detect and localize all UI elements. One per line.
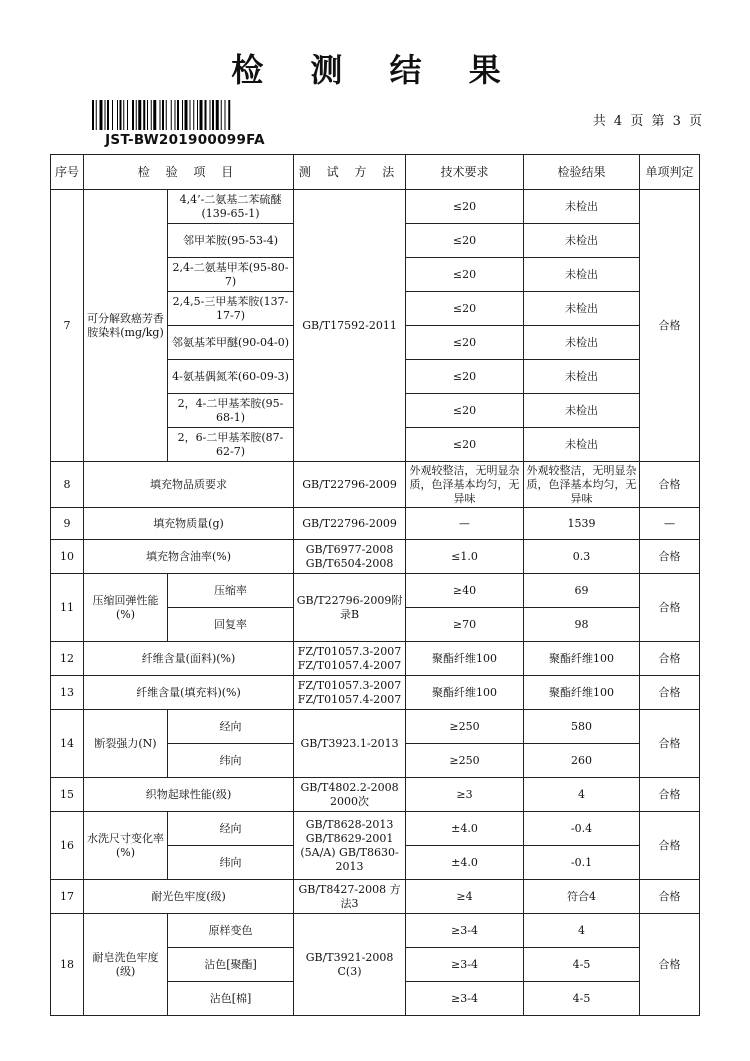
table-row [51, 812, 700, 846]
requirement: ≥250 [406, 710, 524, 744]
item-name: 耐皂洗色牢度(级) [84, 914, 168, 1016]
judgement: 合格 [640, 880, 700, 914]
judgement: 合格 [640, 642, 700, 676]
requirement: ≥40 [406, 574, 524, 608]
requirement: ≥3-4 [406, 948, 524, 982]
result: 未检出 [524, 292, 640, 326]
test-method: GB/T4802.2-2008 2000次 [294, 778, 406, 812]
judgement: 合格 [640, 190, 700, 462]
item-name: 可分解致癌芳香胺染料(mg/kg) [84, 190, 168, 462]
requirement: ≥4 [406, 880, 524, 914]
header-method: 测 试 方 法 [294, 155, 406, 190]
result: 98 [524, 608, 640, 642]
result: 未检出 [524, 224, 640, 258]
requirement: ≥3-4 [406, 982, 524, 1016]
requirement: ≥70 [406, 608, 524, 642]
item-name: 断裂强力(N) [84, 710, 168, 778]
header-requirement: 技术要求 [406, 155, 524, 190]
item-name: 纤维含量(面料)(%) [84, 642, 294, 676]
result: 580 [524, 710, 640, 744]
result: 未检出 [524, 190, 640, 224]
item-no: 15 [51, 778, 84, 812]
header-no: 序号 [51, 155, 84, 190]
sub-item: 压缩率 [168, 574, 294, 608]
item-name: 织物起球性能(级) [84, 778, 294, 812]
header-result: 检验结果 [524, 155, 640, 190]
result: 260 [524, 744, 640, 778]
table-row [51, 778, 700, 812]
item-name: 纤维含量(填充料)(%) [84, 676, 294, 710]
sub-item: 回复率 [168, 608, 294, 642]
test-method: GB/T22796-2009 [294, 508, 406, 540]
table-row [51, 462, 700, 508]
requirement: ≤20 [406, 326, 524, 360]
result: 4 [524, 778, 640, 812]
result: 外观较整洁，无明显杂质，色泽基本均匀，无异味 [524, 462, 640, 508]
sub-item: 纬向 [168, 846, 294, 880]
test-method: GB/T3923.1-2013 [294, 710, 406, 778]
sub-item: 4,4’-二氨基二苯硫醚(139-65-1) [168, 190, 294, 224]
item-no: 18 [51, 914, 84, 1016]
test-method: GB/T3921-2008 C(3) [294, 914, 406, 1016]
requirement: ≤20 [406, 190, 524, 224]
sub-item: 2,4,5-三甲基苯胺(137-17-7) [168, 292, 294, 326]
requirement: ≤20 [406, 360, 524, 394]
test-method: GB/T8427-2008 方法3 [294, 880, 406, 914]
item-no: 13 [51, 676, 84, 710]
test-method: GB/T22796-2009附录B [294, 574, 406, 642]
item-no: 8 [51, 462, 84, 508]
result: 0.3 [524, 540, 640, 574]
item-name: 耐光色牢度(级) [84, 880, 294, 914]
page-counter: 共 4 页 第 3 页 [592, 114, 702, 129]
sub-item: 邻氨基苯甲醚(90-04-0) [168, 326, 294, 360]
item-name: 填充物品质要求 [84, 462, 294, 508]
test-method: GB/T8628-2013 GB/T8629-2001 (5A/A) GB/T8630-2013 [294, 812, 406, 880]
item-no: 9 [51, 508, 84, 540]
requirement: ≥3 [406, 778, 524, 812]
requirement: ≤20 [406, 292, 524, 326]
result: 1539 [524, 508, 640, 540]
result: 69 [524, 574, 640, 608]
test-method: GB/T17592-2011 [294, 190, 406, 462]
judgement: 合格 [640, 676, 700, 710]
requirement: ≤20 [406, 258, 524, 292]
sub-item: 原样变色 [168, 914, 294, 948]
header-item: 检 验 项 目 [84, 155, 294, 190]
requirement: 外观较整洁，无明显杂质，色泽基本均匀，无异味 [406, 462, 524, 508]
judgement: 合格 [640, 778, 700, 812]
sub-item: 沾色[聚酯] [168, 948, 294, 982]
judgement: 合格 [640, 710, 700, 778]
sub-item: 2，6-二甲基苯胺(87-62-7) [168, 428, 294, 462]
test-method: FZ/T01057.3-2007 FZ/T01057.4-2007 [294, 642, 406, 676]
item-no: 12 [51, 642, 84, 676]
result: 未检出 [524, 394, 640, 428]
sub-item: 经向 [168, 812, 294, 846]
table-row [51, 710, 700, 744]
item-no: 14 [51, 710, 84, 778]
barcode-icon [92, 100, 278, 130]
result: 未检出 [524, 360, 640, 394]
judgement: 合格 [640, 914, 700, 1016]
table-row [51, 642, 700, 676]
requirement: ≤1.0 [406, 540, 524, 574]
item-no: 16 [51, 812, 84, 880]
sub-item: 沾色[棉] [168, 982, 294, 1016]
item-no: 7 [51, 190, 84, 462]
requirement: ≤20 [406, 394, 524, 428]
table-row [51, 914, 700, 948]
sub-item: 4-氨基偶氮苯(60-09-3) [168, 360, 294, 394]
judgement: 合格 [640, 812, 700, 880]
table-row [51, 574, 700, 608]
table-header-row [51, 155, 700, 190]
requirement: ≥250 [406, 744, 524, 778]
requirement: ≤20 [406, 224, 524, 258]
result: 4-5 [524, 948, 640, 982]
results-table [50, 154, 700, 1016]
sub-item: 邻甲苯胺(95-53-4) [168, 224, 294, 258]
sub-item: 经向 [168, 710, 294, 744]
barcode-number: JST-BW201900099FA [105, 132, 265, 148]
judgement: 合格 [640, 540, 700, 574]
page-title: 检 测 结 果 [231, 51, 519, 89]
judgement: — [640, 508, 700, 540]
sub-item: 纬向 [168, 744, 294, 778]
test-method: GB/T6977-2008 GB/T6504-2008 [294, 540, 406, 574]
sub-item: 2，4-二甲基苯胺(95-68-1) [168, 394, 294, 428]
result: 未检出 [524, 258, 640, 292]
table-row [51, 880, 700, 914]
item-no: 10 [51, 540, 84, 574]
result: 4-5 [524, 982, 640, 1016]
table-row [51, 676, 700, 710]
item-name: 水洗尺寸变化率(%) [84, 812, 168, 880]
requirement: ≤20 [406, 428, 524, 462]
item-name: 填充物质量(g) [84, 508, 294, 540]
result: -0.1 [524, 846, 640, 880]
requirement: — [406, 508, 524, 540]
result: 符合4 [524, 880, 640, 914]
header-judgement: 单项判定 [640, 155, 700, 190]
judgement: 合格 [640, 574, 700, 642]
item-no: 17 [51, 880, 84, 914]
table-row [51, 508, 700, 540]
requirement: ±4.0 [406, 846, 524, 880]
sub-item: 2,4-二氨基甲苯(95-80-7) [168, 258, 294, 292]
judgement: 合格 [640, 462, 700, 508]
item-name: 填充物含油率(%) [84, 540, 294, 574]
requirement: ≥3-4 [406, 914, 524, 948]
test-method: FZ/T01057.3-2007 FZ/T01057.4-2007 [294, 676, 406, 710]
requirement: 聚酯纤维100 [406, 676, 524, 710]
requirement: ±4.0 [406, 812, 524, 846]
result: 未检出 [524, 326, 640, 360]
result: 聚酯纤维100 [524, 676, 640, 710]
table-row [51, 190, 700, 224]
result: 聚酯纤维100 [524, 642, 640, 676]
result: 4 [524, 914, 640, 948]
item-no: 11 [51, 574, 84, 642]
table-row [51, 540, 700, 574]
result: -0.4 [524, 812, 640, 846]
result: 未检出 [524, 428, 640, 462]
test-method: GB/T22796-2009 [294, 462, 406, 508]
item-name: 压缩回弹性能(%) [84, 574, 168, 642]
requirement: 聚酯纤维100 [406, 642, 524, 676]
